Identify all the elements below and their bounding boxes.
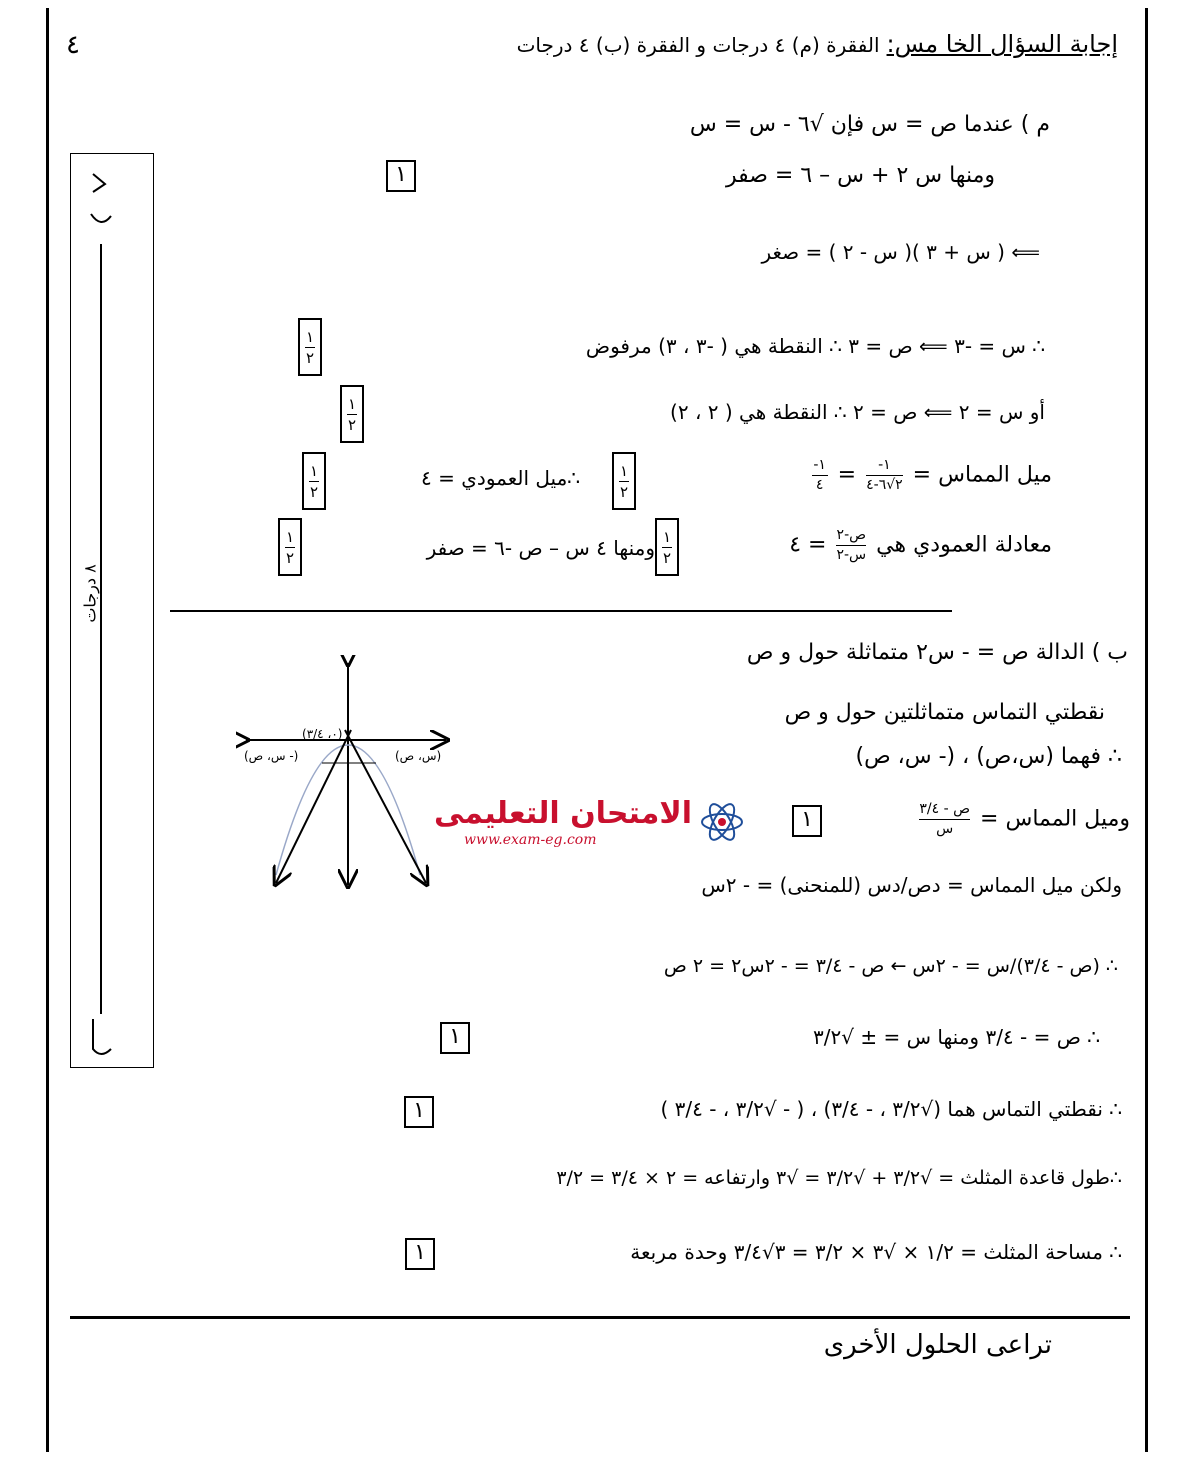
a-line-2: ومنها س ٢ + س – ٦ = صفر bbox=[725, 163, 995, 188]
a-line-7c: ومنها ٤ س – ص -٦ = صفر bbox=[426, 536, 655, 560]
half-mark-box-2: ١ ٢ bbox=[340, 385, 364, 443]
half-mark-box-3: ١ ٢ bbox=[612, 452, 636, 510]
header-title: إجابة السؤال الخا مس: bbox=[886, 30, 1118, 58]
site-logo bbox=[433, 796, 752, 856]
b-line-2: نقطتي التماس متماثلتين حول و ص bbox=[784, 700, 1105, 725]
b-line-10: ∴ مساحة المثلث = ١/٢ × √٣ × ٣/٢ = ٣√٣/٤ وحدة مربعة bbox=[630, 1240, 1122, 1264]
mark-box-5: ١ bbox=[405, 1238, 435, 1270]
graph-label-left: (- س، ص) bbox=[244, 749, 299, 763]
b-line-3: ∴ فهما (س،ص) ، (- س، ص) bbox=[855, 744, 1122, 769]
b-line-7: ∴ ص = - ٣/٤ ومنها س = ± √٣/٢ bbox=[813, 1025, 1100, 1049]
b-line-9: ∴طول قاعدة المثلث = √٣/٢ + √٣/٢ = √٣ وارتفاعه = ٢ × ٣/٤ = ٣/٢ bbox=[556, 1167, 1122, 1189]
mark-box-4: ١ bbox=[404, 1096, 434, 1128]
half-mark-box-5: ١ ٢ bbox=[655, 518, 679, 576]
half-mark-box-1: ١ ٢ bbox=[298, 318, 322, 376]
page-number: ٤ bbox=[66, 30, 80, 60]
a-line-7: معادلة العمودي هي $\frac{\text{ص-٢}}{\text{س-٢}}$ = ٤ bbox=[789, 527, 1052, 563]
mark-box-1: ١ bbox=[386, 160, 416, 192]
half-mark-box-4: ١ ٢ bbox=[302, 452, 326, 510]
page-frame bbox=[46, 8, 1148, 1452]
atom-icon bbox=[698, 798, 746, 846]
logo-title: الامتحان التعليمى bbox=[433, 796, 692, 831]
logo-url: www.exam-eg.com bbox=[464, 832, 597, 848]
footer-note: تراعى الحلول الأخرى bbox=[823, 1330, 1052, 1360]
header bbox=[517, 30, 1118, 58]
section-divider bbox=[170, 610, 952, 612]
a-line-6: ميل المماس = $\frac{١-}{٢√٦-٤}$ = $\frac{١-}{٤}$ bbox=[813, 457, 1052, 493]
b-line-4: وميل المماس = $\frac{\text{ص - ٣/٤}}{\text{س}}$ bbox=[919, 801, 1130, 837]
half-mark-box-6: ١ ٢ bbox=[278, 518, 302, 576]
marks-sidebar bbox=[70, 153, 154, 1068]
mark-box-3: ١ bbox=[440, 1022, 470, 1054]
header-marks: الفقرة (م) ٤ درجات و الفقرة (ب) ٤ درجات bbox=[516, 33, 880, 57]
mark-box-2: ١ bbox=[792, 805, 822, 837]
sidebar-label: ٨ درجات bbox=[80, 564, 100, 623]
footer-divider bbox=[70, 1316, 1130, 1319]
a-line-4: ∴ س = -٣ ⟸ ص = ٣ ∴ النقطة هي ( -٣ ، ٣) مرفوض bbox=[585, 334, 1045, 358]
a-line-1: م ) عندما ص = س فإن √٦ - س = س bbox=[689, 112, 1050, 137]
b-line-5: ولكن ميل المماس = دص/دس (للمنحنى) = - ٢س bbox=[701, 873, 1122, 897]
parabola-graph bbox=[236, 655, 456, 895]
a-line-6c: ∴ميل العمودي = ٤ bbox=[421, 466, 580, 490]
b-line-8: ∴ نقطتي التماس هما (√٣/٢ ، - ٣/٤) ، ( - √٣/٢ ، - ٣/٤ ) bbox=[660, 1097, 1122, 1121]
b-line-6: ∴ (ص - ٣/٤)/س = - ٢س ← ص - ٣/٤ = - ٢س٢ = ٢ ص bbox=[663, 955, 1118, 977]
a-line-3: ⟸ ( س + ٣ )( س - ٢ ) = صغر bbox=[761, 240, 1040, 264]
graph-label-top: (٠، ٣/٤) bbox=[302, 727, 343, 741]
a-line-5: أو س = ٢ ⟸ ص = ٢ ∴ النقطة هي ( ٢ ، ٢) bbox=[670, 400, 1045, 424]
graph-label-right: (س، ص) bbox=[395, 749, 442, 763]
b-line-1: ب ) الدالة ص = - س٢ متماثلة حول و ص bbox=[746, 640, 1128, 665]
